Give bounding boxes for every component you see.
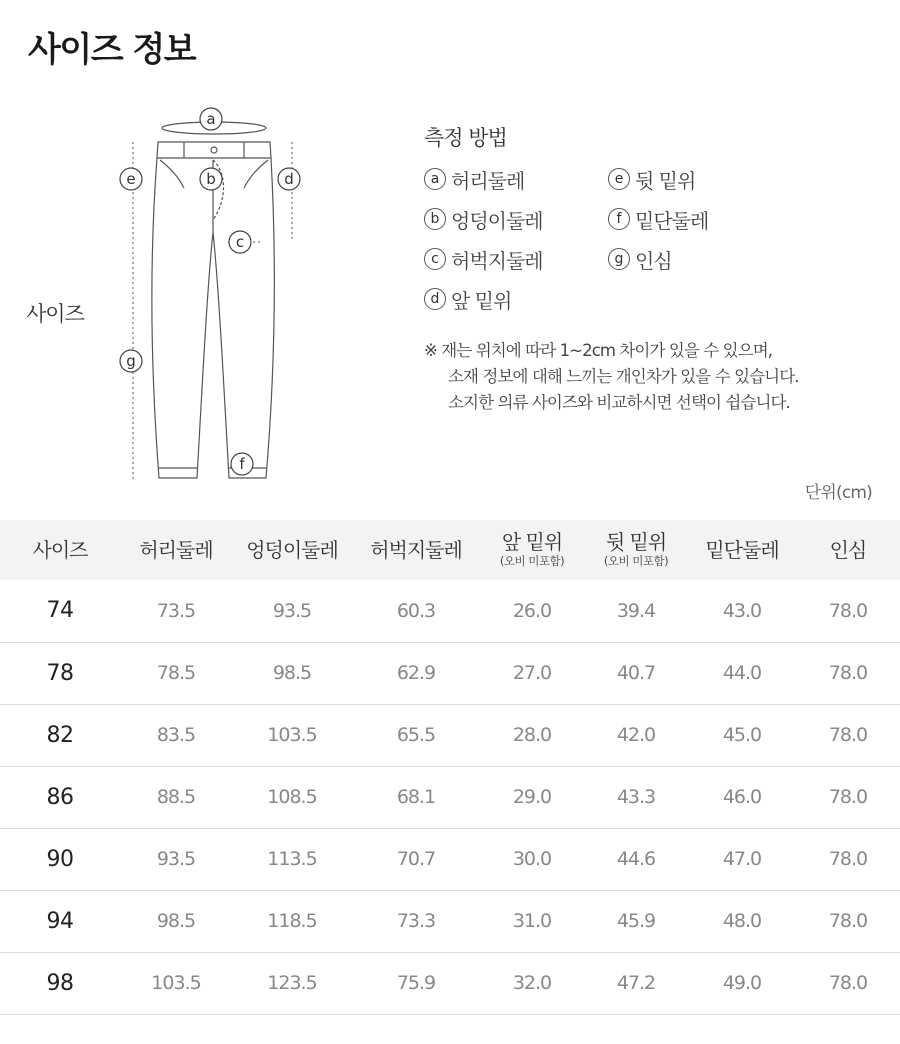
header-thigh: 허벅지둘레	[370, 537, 462, 562]
note-line-2: 소재 정보에 대해 느끼는 개인차가 있을 수 있습니다.	[448, 367, 799, 386]
header-hem: 밑단둘레	[705, 537, 779, 562]
note-line-3: 소지한 의류 사이즈와 비교하시면 선택이 쉽습니다.	[448, 393, 790, 412]
header-front-rise: 앞 밑위 (오비 미포함)	[480, 520, 584, 580]
marker-a-icon: a	[424, 168, 446, 190]
cell-thigh: 68.1	[396, 786, 436, 808]
method-item-label: 허벅지둘레	[451, 248, 543, 273]
cell-thigh: 70.7	[396, 848, 436, 870]
svg-text:e: e	[126, 170, 136, 188]
cell-hem: 45.0	[722, 724, 762, 746]
measurement-method-title: 측정 방법	[424, 126, 507, 150]
method-item-label: 인심	[635, 248, 672, 273]
marker-b-icon: b	[424, 208, 446, 230]
method-item-label: 뒷 밑위	[635, 168, 696, 193]
method-item-hem	[608, 204, 808, 234]
cell-front-rise: 29.0	[512, 786, 552, 808]
note-line-1: ※ 재는 위치에 따라 1~2cm 차이가 있을 수 있으며,	[424, 341, 773, 360]
table-row	[0, 828, 900, 890]
cell-waist: 88.5	[156, 786, 196, 808]
cell-size: 86	[46, 784, 74, 810]
header-back-rise: 뒷 밑위 (오비 미포함)	[584, 520, 688, 580]
size-table	[0, 520, 900, 1015]
marker-e-icon: e	[608, 168, 630, 190]
marker-c-icon	[229, 231, 251, 253]
cell-size: 78	[46, 660, 74, 686]
cell-size: 82	[46, 722, 74, 748]
cell-hip: 113.5	[267, 848, 317, 870]
cell-front-rise: 27.0	[512, 662, 552, 684]
cell-front-rise: 31.0	[512, 910, 552, 932]
cell-back-rise: 39.4	[616, 599, 656, 622]
marker-d-icon: d	[424, 288, 446, 310]
cell-inseam: 78.0	[828, 724, 868, 746]
header-inseam: 인심	[829, 537, 867, 562]
method-item-waist	[424, 164, 608, 194]
cell-inseam: 78.0	[828, 972, 868, 994]
cell-back-rise: 43.3	[616, 786, 656, 808]
cell-hip: 93.5	[272, 599, 312, 622]
cell-hem: 47.0	[722, 848, 762, 870]
method-item-back-rise	[608, 164, 808, 194]
cell-front-rise: 32.0	[512, 972, 552, 994]
method-item-inseam	[608, 244, 808, 274]
cell-waist: 83.5	[156, 724, 196, 746]
cell-back-rise: 42.0	[616, 724, 656, 746]
cell-hip: 103.5	[267, 724, 317, 746]
cell-thigh: 62.9	[396, 662, 436, 684]
cell-waist: 103.5	[151, 972, 201, 994]
header-sub-note: (오비 미포함)	[499, 554, 565, 569]
table-header-row	[0, 520, 900, 580]
table-row	[0, 890, 900, 952]
header-sub-note: (오비 미포함)	[603, 554, 669, 569]
header-waist: 허리둘레	[139, 537, 213, 562]
cell-hip: 98.5	[272, 662, 312, 684]
cell-size: 74	[46, 598, 74, 624]
size-label: 사이즈	[26, 302, 84, 326]
cell-inseam: 78.0	[828, 662, 868, 684]
cell-waist: 78.5	[156, 662, 196, 684]
cell-inseam: 78.0	[828, 848, 868, 870]
cell-hip: 108.5	[267, 786, 317, 808]
cell-thigh: 65.5	[396, 724, 436, 746]
cell-waist: 98.5	[156, 910, 196, 932]
cell-hem: 44.0	[722, 662, 762, 684]
table-body	[0, 580, 900, 1014]
cell-waist: 73.5	[156, 599, 196, 622]
marker-g-icon	[120, 350, 142, 372]
table-row	[0, 952, 900, 1014]
cell-hem: 46.0	[722, 786, 762, 808]
cell-hem: 43.0	[722, 599, 762, 622]
cell-front-rise: 30.0	[512, 848, 552, 870]
svg-text:a: a	[206, 110, 216, 128]
method-item-label: 밑단둘레	[635, 208, 709, 233]
cell-waist: 93.5	[156, 848, 196, 870]
header-size: 사이즈	[32, 537, 88, 562]
cell-hem: 49.0	[722, 972, 762, 994]
marker-e-icon	[120, 168, 142, 190]
table-row	[0, 704, 900, 766]
cell-inseam: 78.0	[828, 910, 868, 932]
method-item-label: 허리둘레	[451, 168, 525, 193]
cell-inseam: 78.0	[828, 599, 868, 622]
method-item-label: 앞 밑위	[451, 288, 512, 313]
svg-text:c: c	[235, 233, 245, 251]
method-item-thigh	[424, 244, 608, 274]
marker-g-icon: g	[608, 248, 630, 270]
cell-back-rise: 47.2	[616, 972, 656, 994]
cell-back-rise: 44.6	[616, 848, 656, 870]
cell-size: 98	[46, 970, 74, 996]
svg-text:b: b	[206, 170, 216, 188]
table-row	[0, 580, 900, 642]
cell-thigh: 73.3	[396, 910, 436, 932]
marker-a-icon	[200, 108, 222, 130]
cell-hip: 123.5	[267, 972, 317, 994]
cell-front-rise: 26.0	[512, 599, 552, 622]
page-title: 사이즈 정보	[28, 30, 196, 70]
cell-thigh: 60.3	[396, 599, 436, 622]
cell-inseam: 78.0	[828, 786, 868, 808]
marker-f-icon: f	[608, 208, 630, 230]
cell-thigh: 75.9	[396, 972, 436, 994]
marker-b-icon	[200, 168, 222, 190]
method-item-hip	[424, 204, 608, 234]
measurement-method	[424, 122, 874, 314]
cell-back-rise: 45.9	[616, 910, 656, 932]
cell-size: 94	[46, 908, 74, 934]
cell-hem: 48.0	[722, 910, 762, 932]
svg-text:d: d	[284, 170, 294, 188]
marker-d-icon	[278, 168, 300, 190]
cell-front-rise: 28.0	[512, 724, 552, 746]
method-item-front-rise	[424, 284, 608, 314]
header-hip: 엉덩이둘레	[246, 537, 338, 562]
marker-c-icon: c	[424, 248, 446, 270]
cell-size: 90	[46, 846, 74, 872]
marker-f-icon	[231, 453, 253, 475]
unit-label: 단위(cm)	[804, 483, 872, 503]
svg-text:f: f	[239, 455, 245, 473]
method-item-label: 엉덩이둘레	[451, 208, 543, 233]
measurement-list	[424, 164, 874, 314]
measurement-note	[424, 338, 884, 416]
svg-text:g: g	[126, 352, 136, 370]
table-row	[0, 766, 900, 828]
table-row	[0, 642, 900, 704]
cell-hip: 118.5	[267, 910, 317, 932]
cell-back-rise: 40.7	[616, 662, 656, 684]
